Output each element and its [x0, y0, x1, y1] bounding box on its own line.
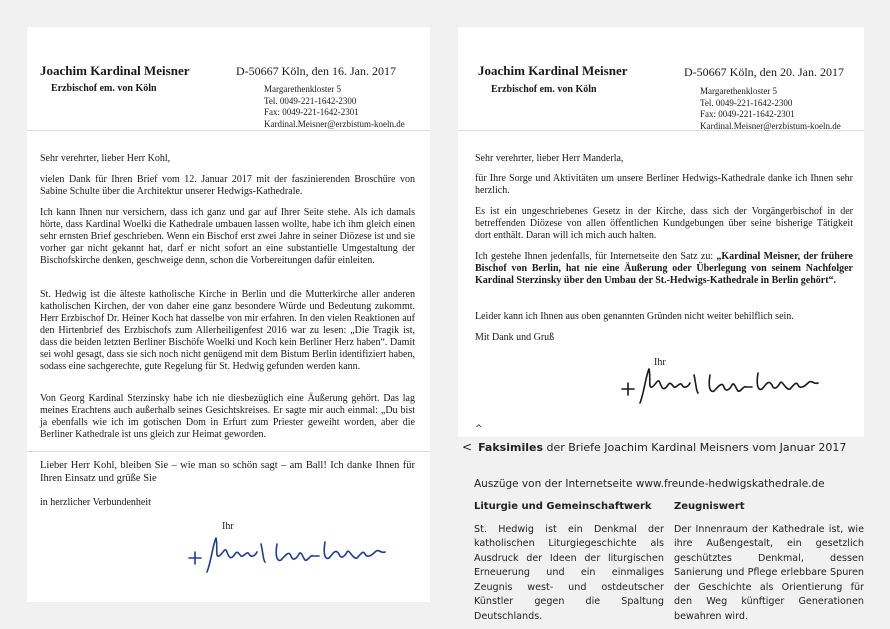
- quote-bold: „Kardinal Meisner, der frühere Bischof von Berlin, hat nie eine Äußerung oder Überlegung von seinem Nachfolger Kardinal Sterzinsky über den Umbau der St.-Hedwigs-Kathedrale in Berlin gehört“.: [475, 251, 853, 286]
- caret-left-icon: <: [462, 440, 473, 454]
- letterhead: [27, 27, 430, 131]
- closing-line: Lieber Herr Kohl, bleiben Sie – wie man so schön sagt – am Ball! Ich danke Ihnen für Ihren Einsatz und grüße Sie: [40, 460, 415, 484]
- address-line: Fax: 0049-221-1642-2301: [700, 109, 795, 119]
- address-line: Tel. 0049-221-1642-2300: [264, 95, 357, 106]
- body-paragraph: Es ist ein ungeschriebenes Gesetz in der Kirche, dass sich der Vorgängerbischof in der betreffenden Diözese von allen öffentlichen Kundgebungen über seine bisherige Tätigkeit dort enthält. Daran will ich mich auch halten.: [475, 206, 853, 241]
- column-text: St. Hedwig ist ein Denkmal der katholischen Liturgiegeschichte als Ausdruck der Ideen der liturgischen Erneuerung und ein einmaliges Zeugnis west- und ostdeutscher Künstler gegen die Spaltung Deutschlands.: [474, 523, 664, 622]
- farewell: Mit Dank und Gruß: [475, 332, 555, 343]
- address-line: Kardinal.Meisner@erzbistum-koeln.de: [700, 120, 841, 131]
- body-paragraph: Leider kann ich Ihnen aus oben genannten Gründen nicht weiter behilflich sein.: [475, 311, 794, 322]
- column-zeugniswert: [674, 500, 864, 624]
- handwritten-signature: [185, 532, 405, 577]
- address-line: Margarethenkloster 5: [700, 86, 778, 96]
- column-text: Der Innenraum der Kathedrale ist, wie ihre Außengestalt, ein gesetzlich geschütztes Denkmal, dessen Sanierung und Pflege erlebbare Spuren der Geschichte als Orientierung für den Weg künftiger Generationen bewahren wird.: [674, 523, 864, 622]
- sender-name: Joachim Kardinal Meisner: [478, 63, 628, 78]
- sender-name: Joachim Kardinal Meisner: [40, 63, 190, 78]
- quote-paragraph: [475, 251, 853, 287]
- salutation: Sehr verehrter, lieber Herr Manderla,: [475, 153, 624, 164]
- sender-address: [264, 84, 405, 130]
- signature-ihr: Ihr: [654, 357, 666, 368]
- letter-manderla: [458, 27, 864, 437]
- handwritten-signature: [618, 365, 838, 410]
- letterhead: [458, 27, 864, 131]
- caption-bold: Faksimiles: [478, 441, 543, 454]
- excerpts-line: Auszüge von der Internetseite www.freunde-hedwigskathedrale.de: [474, 478, 825, 490]
- letter-kohl: [27, 27, 430, 602]
- address-line: Tel. 0049-221-1642-2300: [700, 97, 793, 108]
- sender-title: Erzbischof em. von Köln: [491, 84, 597, 95]
- column-liturgie: [474, 500, 664, 624]
- quote-intro: Ich gestehe Ihnen jedenfalls, für Internetseite den Satz zu:: [475, 251, 717, 262]
- column-heading: Zeugniswert: [674, 501, 745, 512]
- body-paragraph: St. Hedwig ist die älteste katholische Kirche in Berlin und die Mutterkirche aller anderen katholischen Kirchen, der von daher eine ganz besondere Würde und Bedeutung zukommt. Herr Erzbischof Dr. Heiner Koch hat dasselbe von mir erfahren. In den vielen Reaktionen auf den Hirtenbrief des Erzbischofs zum Allerheiligenfest 2016 war zu lesen: „Die Tragik ist, dass die beiden letzten Berliner Bischöfe Woelki und Koch kein Berliner Herz haben“. Damit sei wohl gesagt, dass sie sich noch nicht genügend mit dem Bistum Berlin identifiziert haben, sodass eine sachgerechte, gute Regelung für St. Hedwig gefunden werden kann.: [40, 289, 415, 372]
- place-date: D-50667 Köln, den 16. Jan. 2017: [236, 64, 396, 78]
- body-paragraph: Ich kann Ihnen nur versichern, dass ich ganz und gar auf Ihrer Seite stehe. Als ich damals hörte, dass Kardinal Woelki die Kathedrale umbauen lassen wollte, habe ich ihm gleich einen sehr ernsten Brief geschrieben. Wenn ein Bischof erst zwei Jahre in seiner Diözese ist und sie vorher gar nicht gekannt hat, darf er nicht sofort an eine substantielle Umgestaltung der Bischofskirche denken, geschweige denn, schon die Vorbereitungen dafür einleiten.: [40, 207, 415, 266]
- caption-rest: der Briefe Joachim Kardinal Meisners vom Januar 2017: [543, 441, 847, 454]
- sender-title: Erzbischof em. von Köln: [51, 83, 157, 94]
- farewell: in herzlicher Verbundenheit: [40, 497, 151, 508]
- place-date: D-50667 Köln, den 20. Jan. 2017: [684, 65, 844, 79]
- salutation: Sehr verehrter, lieber Herr Kohl,: [40, 153, 171, 164]
- caret-up-icon: ^: [475, 424, 483, 434]
- body-paragraph: vielen Dank für Ihren Brief vom 12. Januar 2017 mit der faszinierenden Broschüre von Sabine Schulte über die Architektur unserer Hedwigs-Kathedrale.: [40, 174, 415, 197]
- signature-ihr: Ihr: [222, 521, 234, 532]
- address-line: Margarethenkloster 5: [264, 84, 342, 94]
- sender-address: [700, 86, 841, 132]
- body-paragraph: Von Georg Kardinal Sterzinsky habe ich nie diesbezüglich eine Äußerung gehört. Das lag meines Erachtens auch außerhalb seines Gesichtskreises. Er sagte mir auch einmal: „Du bist ja ebenfalls wie ich im gotischen Dom in Erfurt zum Priester geweiht worden, aber die Berliner Kathedrale ist uns gleich zur Heimat geworden.: [40, 393, 415, 440]
- faksimile-caption: [462, 440, 846, 454]
- body-paragraph: für Ihre Sorge und Aktivitäten um unsere Berliner Hedwigs-Kathedrale danke ich Ihnen sehr herzlich.: [475, 173, 853, 196]
- column-heading: Liturgie und Gemeinschaftwerk: [474, 501, 652, 512]
- address-line: Fax: 0049-221-1642-2301: [264, 107, 359, 117]
- address-line: Kardinal.Meisner@erzbistum-koeln.de: [264, 118, 405, 129]
